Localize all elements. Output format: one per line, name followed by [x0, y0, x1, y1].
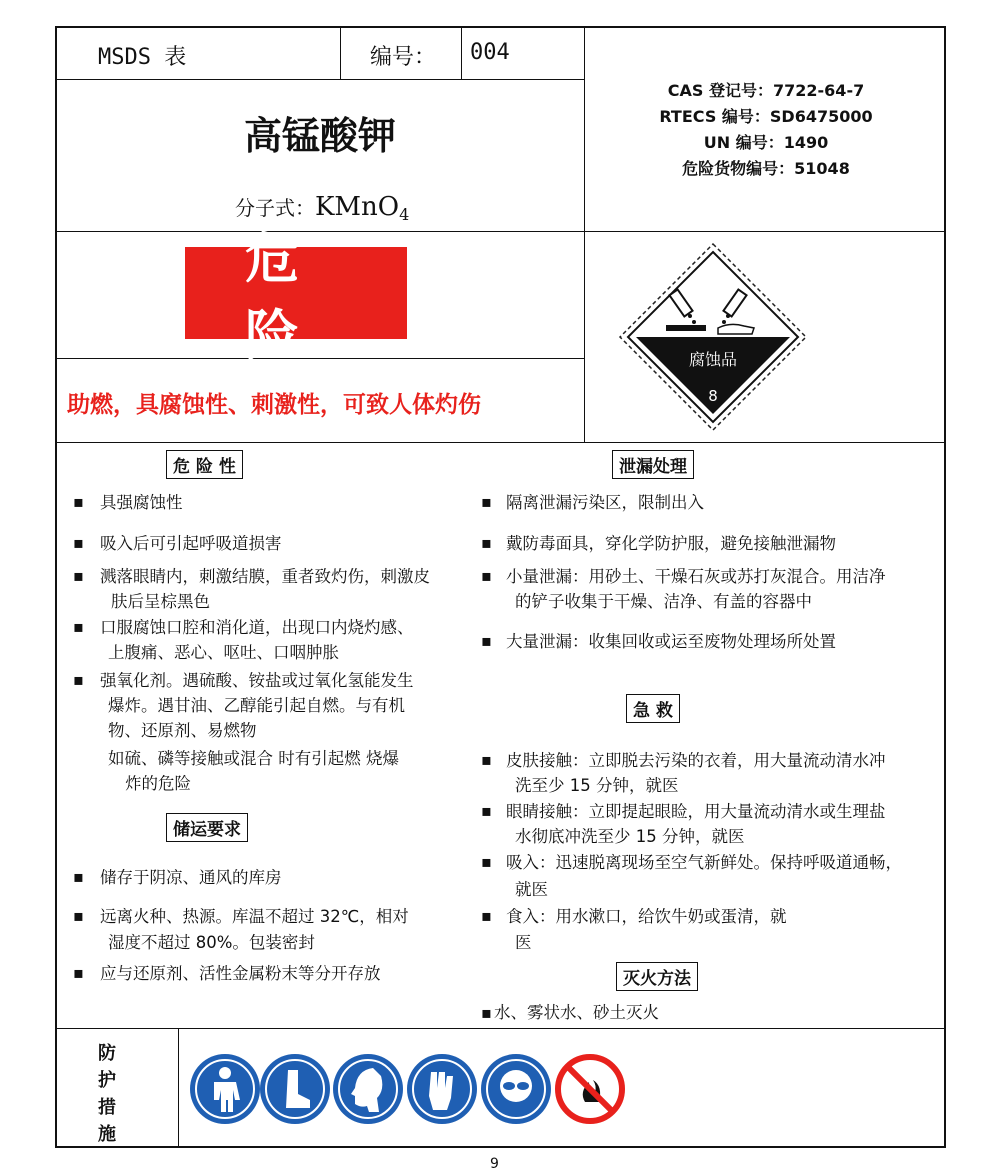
list-item: 口服腐蚀口腔和消化道，出现口内烧灼感、 [100, 618, 414, 637]
bullet: ▪ [481, 631, 492, 650]
bullet: ▪ [481, 492, 492, 511]
list-item: 食入：用水漱口，给饮牛奶或蛋清，就 [506, 907, 787, 926]
bullet: ▪ [73, 492, 84, 511]
warning-text: 助燃，具腐蚀性、刺激性，可致人体灼伤 [67, 392, 481, 418]
list-item: 具强腐蚀性 [100, 493, 183, 512]
bullet: ▪ [481, 750, 492, 769]
list-item: 吸入后可引起呼吸道损害 [100, 534, 282, 553]
protection-label-char: 护 [98, 1070, 116, 1091]
number-label: 编号： [370, 45, 437, 70]
first-aid-heading: 急 救 [626, 694, 680, 723]
list-item: 吸入：迅速脱离现场至空气新鲜处。保持呼吸道通畅， [506, 853, 902, 872]
divider [55, 442, 946, 443]
bullet: ▪ [481, 801, 492, 820]
msds-label: MSDS 表 [98, 45, 187, 70]
goggles-icon [481, 1054, 551, 1124]
list-item: 强氧化剂。遇硫酸、铵盐或过氧化氢能发生 [100, 671, 414, 690]
product-name: 高锰酸钾 [243, 113, 396, 158]
list-item: 隔离泄漏污染区，限制出入 [506, 493, 704, 512]
list-item: 眼睛接触：立即提起眼睑，用大量流动清水或生理盐 [506, 802, 886, 821]
corrosive-hazard-sign [618, 242, 808, 432]
protection-label-char: 防 [98, 1043, 116, 1064]
list-item: 应与还原剂、活性金属粉末等分开存放 [100, 964, 381, 983]
list-item-continued: 肤后呈棕黑色 [111, 592, 210, 611]
list-item-continued: 物、还原剂、易燃物 [108, 721, 257, 740]
divider [178, 1028, 179, 1148]
bullet: ▪ [73, 566, 84, 585]
formula-label: 分子式： [235, 196, 315, 220]
list-item-continued: 的铲子收集于干燥、洁净、有盖的容器中 [515, 592, 812, 611]
protective-suit-icon [190, 1054, 260, 1124]
list-item-continued: 炸的危险 [125, 774, 191, 793]
rtecs-number: RTECS 编号：SD6475000 [659, 107, 873, 126]
no-fire-icon [555, 1054, 625, 1124]
danger-label: 危 险 [185, 247, 407, 339]
protection-label [98, 1040, 122, 1148]
formula: KMnO [315, 192, 400, 222]
fire-heading: 灭火方法 [616, 962, 698, 991]
protection-label-char: 措 [98, 1097, 116, 1118]
protection-label-char: 施 [98, 1124, 116, 1145]
list-item-continued: 上腹痛、恶心、呕吐、口咽肿胀 [108, 643, 339, 662]
hazard-sign-class: 8 [708, 387, 718, 405]
gloves-icon [407, 1054, 477, 1124]
bullet: ▪ [481, 1003, 492, 1022]
divider [55, 231, 946, 232]
leak-heading: 泄漏处理 [612, 450, 694, 479]
divider [55, 1028, 946, 1029]
bullet: ▪ [73, 963, 84, 982]
formula-subscript: 4 [399, 205, 410, 224]
dangerous-goods-number: 危险货物编号：51048 [682, 159, 850, 178]
list-item: 水、雾状水、砂土灭火 [494, 1003, 659, 1022]
list-item-continued: 医 [515, 933, 532, 952]
list-item-continued: 洗至少 15 分钟，就医 [515, 776, 679, 795]
divider [340, 26, 341, 79]
list-item: 戴防毒面具，穿化学防护服，避免接触泄漏物 [506, 534, 836, 553]
page-number: 9 [490, 1156, 499, 1172]
safety-boots-icon [260, 1054, 330, 1124]
hazards-heading: 危 险 性 [166, 450, 243, 479]
list-item-continued: 如硫、磷等接触或混合 时有引起燃 烧爆 [108, 749, 399, 768]
un-number: UN 编号：1490 [703, 133, 829, 152]
respirator-icon [333, 1054, 403, 1124]
list-item: 远离火种、热源。库温不超过 32℃，相对 [100, 907, 409, 926]
divider [461, 26, 462, 79]
list-item-continued: 湿度不超过 80%。包装密封 [108, 933, 315, 952]
divider [55, 79, 585, 80]
hazard-sign-label: 腐蚀品 [688, 350, 737, 369]
list-item-continued: 水彻底冲洗至少 15 分钟，就医 [515, 827, 745, 846]
bullet: ▪ [481, 906, 492, 925]
cas-number: CAS 登记号：7722-64-7 [667, 81, 865, 100]
list-item: 小量泄漏：用砂土、干燥石灰或苏打灰混合。用洁净 [506, 567, 886, 586]
bullet: ▪ [481, 852, 492, 871]
bullet: ▪ [73, 533, 84, 552]
list-item-continued: 爆炸。遇甘油、乙醇能引起自燃。与有机 [108, 696, 405, 715]
bullet: ▪ [481, 533, 492, 552]
list-item: 大量泄漏：收集回收或运至废物处理场所处置 [506, 632, 836, 651]
bullet: ▪ [481, 566, 492, 585]
divider [584, 26, 585, 442]
number-value: 004 [470, 40, 510, 65]
bullet: ▪ [73, 906, 84, 925]
identifier-block [586, 78, 946, 182]
list-item-continued: 就医 [515, 880, 548, 899]
list-item: 溅落眼睛内，刺激结膜，重者致灼伤，刺激皮 [100, 567, 430, 586]
bullet: ▪ [73, 867, 84, 886]
bullet: ▪ [73, 670, 84, 689]
list-item: 皮肤接触：立即脱去污染的衣着，用大量流动清水冲 [506, 751, 886, 770]
list-item: 储存于阴凉、通风的库房 [100, 868, 282, 887]
bullet: ▪ [73, 617, 84, 636]
storage-heading: 储运要求 [166, 813, 248, 842]
